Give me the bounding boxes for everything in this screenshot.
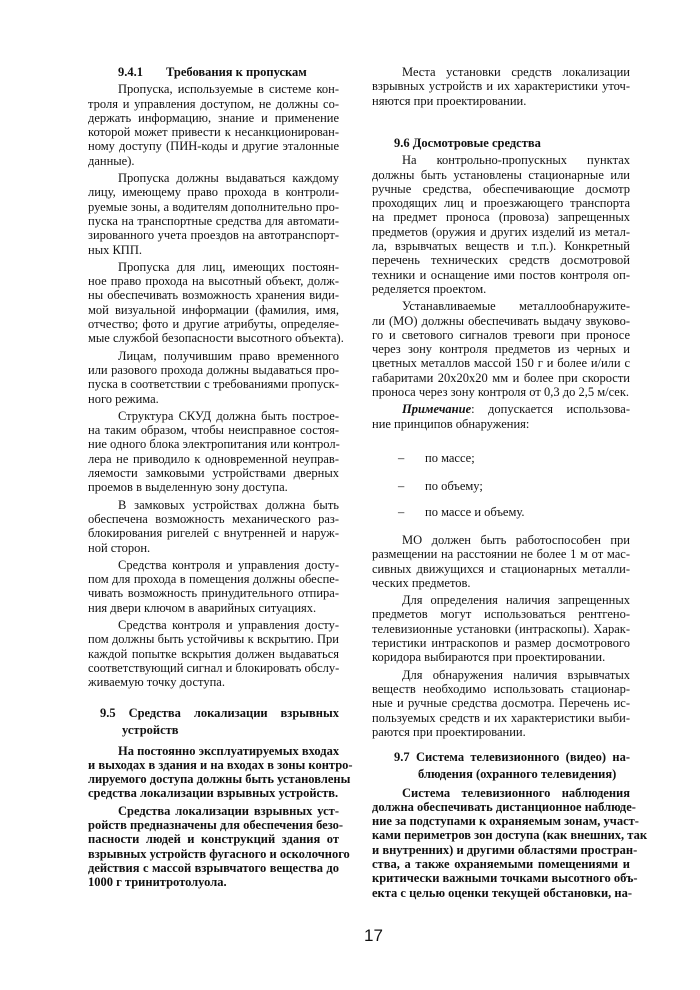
list-item — [398, 451, 475, 466]
text-line: зированного учета проездов на автотранспорт- — [88, 228, 339, 243]
heading-line: 9.5 Средства локализации взрывных — [100, 706, 339, 720]
text-line: габаритами 20х20х20 мм и более при скорости — [372, 370, 630, 385]
dash-bullet: – — [398, 505, 405, 519]
text-line: взрывных устройств фугасного и осколочного — [88, 846, 350, 861]
paragraph — [88, 558, 339, 615]
text-line: должны быть установлены стационарные или — [372, 167, 630, 182]
text-line: ных КПП. — [88, 242, 142, 257]
list-item-text: по массе и объему. — [425, 505, 525, 519]
paragraphs — [88, 82, 344, 690]
text-line: действия с массой взрывчатого вещества до — [88, 860, 339, 875]
text-line: го и светового сигналов тревоги при проносе — [372, 327, 630, 342]
text-line: Пропуска для лиц, имеющих постоян- — [118, 259, 339, 274]
paragraph — [88, 803, 350, 890]
text-line: руемые зоны, а водителям дополнительно про- — [88, 199, 339, 214]
paragraph — [372, 65, 630, 108]
text-line: каждой попытке вскрытия должен выдаваться — [88, 646, 339, 661]
paragraph — [372, 153, 630, 296]
text-line: должна обеспечивать дистанционное наблюде- — [372, 799, 636, 814]
paragraph — [372, 593, 630, 664]
text-line: ные и ручные средства досмотра. Перечень ис- — [372, 696, 630, 711]
text-line: ного режима. — [88, 391, 159, 406]
text-line: предметов (оружия и других изделий из метал- — [372, 224, 630, 239]
text-line: Средства контроля и управления досту- — [118, 557, 339, 572]
page-number: 17 — [364, 926, 383, 945]
text-line: проемов в выделенную зону доступа. — [88, 480, 288, 495]
text-line: мой визуальной информации (фамилия, имя, — [88, 302, 339, 317]
heading-line: 9.7 Система телевизионного (видео) на- — [394, 750, 630, 764]
section-heading — [372, 750, 630, 782]
text-line: В замковых устройствах должна быть — [118, 497, 339, 512]
text-line: средства локализации взрывных устройств. — [88, 786, 339, 801]
text-line: блокирования ригелей с внутренней и наруж- — [88, 526, 339, 541]
text-line: телевизионные установки (интраскопы). Харак- — [372, 621, 630, 636]
text-line: данные). — [88, 153, 135, 168]
text-line: екта с целью оценки текущей обстановки, на- — [372, 885, 633, 900]
section-number: 9.4.1 — [118, 65, 143, 79]
dash-bullet: – — [398, 479, 405, 493]
text-line: пользуемых средств и их характеристики выби- — [372, 710, 630, 725]
paragraph — [372, 785, 648, 900]
paragraph — [88, 498, 339, 555]
text-line: Средства локализации взрывных уст- — [118, 803, 339, 818]
list-item-text: по массе; — [425, 451, 475, 465]
text-line: мые службой безопасности высотного объекта). — [88, 331, 344, 346]
text-line: лируемого доступа должны быть установлены — [88, 772, 351, 787]
text-line: няются при проектировании. — [372, 93, 527, 108]
text-line: на таким образом, чтобы неисправное состоя- — [88, 423, 339, 438]
text-line: ние за подступами к охраняемым зонам, участ- — [372, 814, 639, 829]
paragraph — [88, 259, 344, 346]
text-line: Средства контроля и управления досту- — [118, 617, 339, 632]
text-line: Пропуска, используемые в системе кон- — [118, 82, 339, 97]
section-title: Требования к пропускам — [166, 65, 307, 79]
text-line: ной сторон. — [88, 540, 151, 555]
note-paragraph — [372, 402, 630, 431]
section-9-5 — [88, 706, 353, 890]
text-line: на предмет проноса (провоза) запрещенных — [372, 210, 630, 225]
paragraph — [372, 668, 630, 739]
paragraph — [372, 299, 630, 399]
text-line: пом для прохода в помещения должны обеспе- — [88, 572, 339, 587]
paragraph — [88, 171, 339, 257]
section-9-6 — [372, 136, 630, 431]
text-line: ройств предназначены для обеспечения безо- — [88, 818, 344, 833]
text-line: МО должен быть работоспособен при — [402, 533, 630, 547]
section-heading — [88, 65, 339, 79]
text-line: сивных движущихся и стационарных металли- — [372, 561, 630, 576]
text-line: пасности людей и конструкций здания от — [88, 832, 339, 847]
text-line: живаемую точку доступа. — [88, 675, 225, 690]
section-9-7 — [372, 750, 648, 900]
text-line: проходящих лиц и проезжающего транспорта — [372, 196, 630, 211]
text-line: ние одного блока электропитания или контрол- — [88, 437, 340, 452]
text-line: обеспечена возможность механического раз- — [88, 511, 339, 526]
text-line: ределяется проектом. — [372, 281, 487, 296]
text-line: ла, взрывчатых веществ и т.п.). Конкретный — [372, 239, 630, 254]
dash-bullet: – — [398, 451, 405, 465]
text-line: раются при проектировании. — [372, 724, 526, 739]
text-line: и внутренних) и другими областями простран- — [372, 842, 638, 857]
text-line: чивать возможность принудительного отпира- — [88, 586, 339, 601]
text-line: Места установки средств локализации — [402, 65, 630, 79]
text-line: ное право прохода на высотный объект, долж- — [88, 274, 339, 289]
text-line: техники и оснащение ими постов контроля оп- — [372, 267, 630, 282]
paragraph — [88, 82, 339, 168]
paragraph — [88, 743, 353, 801]
paragraphs — [372, 153, 630, 399]
paragraphs — [88, 743, 353, 890]
section-heading — [88, 706, 339, 738]
text-line: которой может привести к несанкционирован- — [88, 125, 339, 140]
text-line: 1000 г тринитротолуола. — [88, 875, 227, 890]
text-line: ному доступу (ПИН-коды и другие эталонные — [88, 139, 339, 154]
section-9-4-1 — [88, 65, 344, 690]
text-line: ками периметров зон доступа (как внешних, так — [372, 828, 648, 843]
text-line: ческих предметов. — [372, 575, 471, 590]
text-line: На постоянно эксплуатируемых входах — [118, 743, 340, 758]
text-line: Устанавливаемые металлообнаружите- — [402, 299, 630, 314]
heading-line: блюдения (охранного телевидения) — [418, 767, 617, 782]
paragraph — [88, 409, 339, 495]
paragraph — [88, 349, 339, 406]
note-label: Примечание — [402, 402, 472, 417]
section-heading: 9.6 Досмотровые средства — [394, 136, 541, 150]
text-line: Структура СКУД должна быть построе- — [118, 408, 339, 423]
intro-paragraph — [372, 62, 630, 108]
text-line: держать информацию, знание и применение — [88, 110, 339, 125]
text-line: или разового прохода должны выдаваться про- — [88, 362, 339, 377]
text-line: Система телевизионного наблюдения — [402, 785, 630, 800]
text-line: лицу, имеющему право прохода в контроли- — [88, 185, 339, 200]
text-line: На контрольно-пропускных пунктах — [402, 153, 630, 168]
text-line: взрывных устройств и их характеристики уточ- — [372, 79, 630, 94]
list-item-text: по объему; — [425, 479, 483, 493]
paragraphs — [372, 530, 630, 739]
text-line: пуска на транспортные средства для автомати- — [88, 213, 339, 228]
text-line: ния двери ключом в аварийных ситуациях. — [88, 600, 317, 615]
text-line: соответствующий сигнал и блокировать обслу- — [88, 660, 340, 675]
text-line: через зону контроля предметов из черных и — [372, 342, 630, 357]
text-line: ли (МО) должны обеспечивать выдачу звуково- — [372, 313, 630, 328]
text-line: ства, а также охраняемыми помещениями и — [372, 857, 630, 872]
text-line: коридора выбираются при проектировании. — [372, 650, 606, 665]
text-line: пуска в соответствии с требованиями пропуск- — [88, 377, 339, 392]
list-item — [398, 505, 525, 520]
paragraph — [88, 618, 339, 689]
text-line: ручные средства, обеспечивающие досмотр — [372, 181, 630, 196]
text-line: ны обеспечивать возможность хранения види- — [88, 288, 339, 303]
text-line: отчество; фото и другие атрибуты, определяе- — [88, 317, 339, 332]
list-item — [398, 479, 483, 494]
text-line: Для определения наличия запрещенных — [402, 593, 630, 608]
text-line: размещении на расстоянии не более 1 м от мас- — [372, 547, 630, 562]
text-line: теристики интраскопов и размер досмотрового — [372, 636, 630, 651]
text-line: лера не приводило к одновременной неуправ- — [88, 451, 339, 466]
text-line: веществ необходимо использовать стационар- — [372, 681, 630, 696]
text-line: критически важными точками высотного объ- — [372, 871, 638, 886]
text-line: и выходах в здания и на входах в зоны контро- — [88, 757, 353, 772]
text-line: цветных металлов массой 150 г и более и/или с — [372, 356, 630, 371]
text-line: проноса через зону контроля от 0,3 до 2,5 м/сек. — [372, 385, 630, 400]
heading-line: устройств — [122, 723, 179, 738]
text-line: пом должны быть устойчивы к вскрытию. При — [88, 632, 339, 647]
paragraph — [372, 533, 630, 590]
text-line: ляемости замковыми устройствами дверных — [88, 466, 339, 481]
note-text: : допускается использова- — [471, 402, 630, 417]
text-line: Лицам, получившим право временного — [118, 348, 339, 363]
text-line: троля и управления доступом, не должны со- — [88, 96, 339, 111]
text-line: перечень технических средств досмотровой — [372, 253, 630, 268]
text-line: Для обнаружения наличия взрывчатых — [402, 667, 630, 682]
text-line: Пропуска должны выдаваться каждому — [118, 171, 339, 186]
note-text: ние принципов обнаружения: — [372, 416, 530, 431]
text-line: предметов могут использоваться рентгено- — [372, 607, 630, 622]
paragraphs — [372, 785, 648, 900]
